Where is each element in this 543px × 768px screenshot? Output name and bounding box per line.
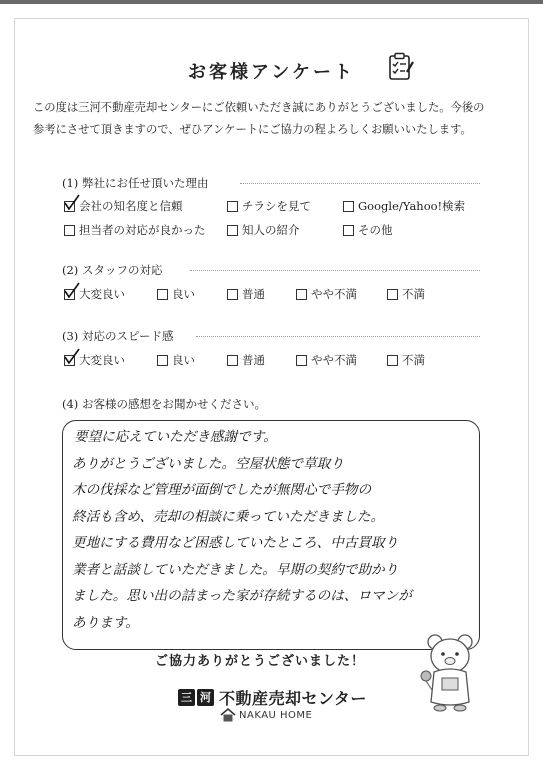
top-border-line <box>0 0 543 4</box>
comment-line: 更地にする費用など困惑していたところ、中古買取り <box>72 535 399 551</box>
q3-option-somewhat-unsatisfied[interactable] <box>296 352 357 368</box>
intro-line-2: 参考にさせて頂きますので、ぜひアンケートにご協力の程よろしくお願いいたします。 <box>33 123 472 136</box>
company-logo <box>178 686 367 709</box>
option-label: 大変良い <box>79 353 125 367</box>
handwritten-comment <box>72 424 492 636</box>
checkbox[interactable] <box>296 289 307 300</box>
q1-option-referral[interactable] <box>227 222 300 238</box>
option-label: 知人の紹介 <box>242 223 300 237</box>
checkbox[interactable] <box>343 225 354 236</box>
q3-option-very-good[interactable] <box>64 352 125 368</box>
house-icon <box>220 708 236 722</box>
logo-subbrand-text: NAKAU HOME <box>239 709 313 721</box>
q2-option-good[interactable] <box>157 286 195 302</box>
checkbox[interactable] <box>157 289 168 300</box>
checkbox-checked[interactable] <box>64 355 75 366</box>
option-label: Google/Yahoo!検索 <box>358 199 466 213</box>
option-label: 大変良い <box>79 287 125 301</box>
q3-option-good[interactable] <box>157 352 195 368</box>
q1-option-search[interactable] <box>343 198 465 214</box>
q1-option-flyer[interactable] <box>227 198 311 214</box>
option-label: 担当者の対応が良かった <box>79 223 206 237</box>
checkbox[interactable] <box>64 225 75 236</box>
q1-divider <box>240 183 480 184</box>
intro-text <box>33 97 513 141</box>
form-title: お客様アンケート <box>188 62 355 83</box>
checkmark-icon <box>64 348 80 366</box>
q4-heading: (4) お客様の感想をお聞かせください。 <box>62 397 266 411</box>
option-label: チラシを見て <box>242 199 311 213</box>
checkbox[interactable] <box>296 355 307 366</box>
mascot-bear-icon <box>420 630 480 712</box>
checkbox[interactable] <box>387 289 398 300</box>
comment-line: あります。 <box>72 614 139 631</box>
q3-divider <box>196 336 480 337</box>
q3-heading: (3) 対応のスピード感 <box>62 329 174 343</box>
q1-option-staff[interactable] <box>64 222 206 238</box>
q2-option-somewhat-unsatisfied[interactable] <box>296 286 357 302</box>
option-label: 良い <box>172 353 195 367</box>
option-label: 会社の知名度と信頼 <box>79 199 183 213</box>
checkbox[interactable] <box>343 201 354 212</box>
comment-line: 業者と話談していただきました。早期の契約で助かり <box>72 561 399 578</box>
title-row <box>0 58 543 84</box>
option-label: 不満 <box>402 353 425 367</box>
logo-company-name: 不動産売却センター <box>219 689 367 708</box>
q2-option-unsatisfied[interactable] <box>387 286 425 302</box>
option-label: 不満 <box>402 287 425 301</box>
clipboard-checklist-icon <box>385 52 415 82</box>
comment-line: 木の伐採など管理が面倒でしたが無関心で手物の <box>72 482 372 498</box>
comment-line: ありがとうございました。空屋状態で草取り <box>72 455 344 472</box>
intro-line-1: この度は三河不動産売却センターにご依頼いただき誠にありがとうございました。今後の <box>33 101 485 114</box>
logo-badge: 三 <box>178 689 195 706</box>
option-label: 普通 <box>242 287 265 301</box>
checkbox[interactable] <box>227 355 238 366</box>
comment-line: ました。思い出の詰まった家が存続するのは、ロマンが <box>72 588 412 604</box>
checkbox-checked[interactable] <box>64 201 75 212</box>
checkbox-checked[interactable] <box>64 289 75 300</box>
checkbox[interactable] <box>227 201 238 212</box>
thanks-message: ご協力ありがとうございました！ <box>155 654 366 669</box>
option-label: やや不満 <box>311 287 357 301</box>
checkbox[interactable] <box>387 355 398 366</box>
q3-option-unsatisfied[interactable] <box>387 352 425 368</box>
q2-divider <box>190 270 480 271</box>
q1-heading: (1) 弊社にお任せ頂いた理由 <box>62 176 209 190</box>
option-label: その他 <box>358 223 393 237</box>
q3-option-average[interactable] <box>227 352 265 368</box>
option-label: やや不満 <box>311 353 357 367</box>
comment-line: 終活も含め、売却の相談に乗っていただきました。 <box>72 508 385 525</box>
option-label: 普通 <box>242 353 265 367</box>
q1-option-other[interactable] <box>343 222 393 238</box>
logo-subbrand <box>220 708 312 722</box>
option-label: 良い <box>172 287 195 301</box>
checkmark-icon <box>64 194 80 212</box>
checkbox[interactable] <box>157 355 168 366</box>
q2-option-average[interactable] <box>227 286 265 302</box>
q2-option-very-good[interactable] <box>64 286 125 302</box>
comment-line: 要望に応えていただき感謝です。 <box>74 429 277 445</box>
logo-badge: 河 <box>197 689 214 706</box>
checkbox[interactable] <box>227 225 238 236</box>
checkbox[interactable] <box>227 289 238 300</box>
q2-heading: (2) スタッフの対応 <box>62 263 163 277</box>
checkmark-icon <box>64 282 80 300</box>
q1-option-company-reputation[interactable] <box>64 198 183 214</box>
